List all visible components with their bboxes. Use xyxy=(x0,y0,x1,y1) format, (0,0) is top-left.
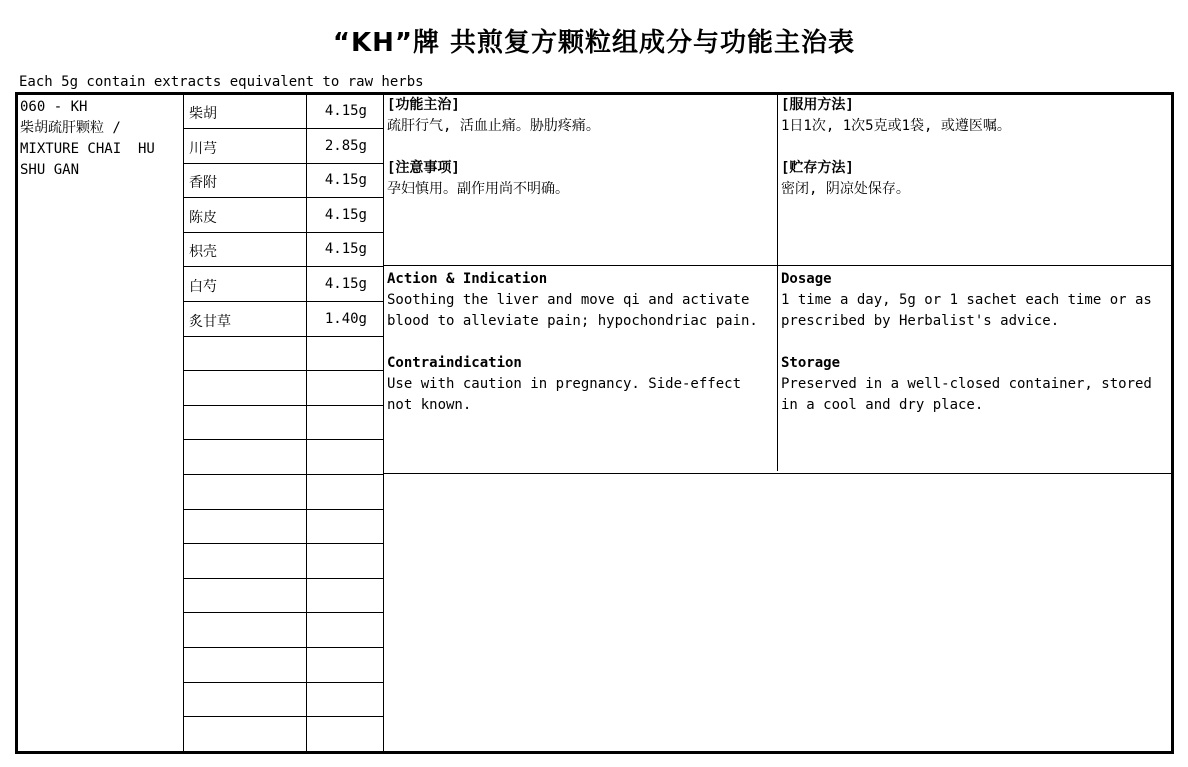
divider-herbs-info xyxy=(383,95,384,751)
en-storage-line: Preserved in a well-closed container, stored xyxy=(781,376,1152,392)
empty-herb-row xyxy=(184,718,383,752)
cn-action-text: 疏肝行气, 活血止痛。胁肋疼痛。 xyxy=(387,118,600,134)
herb-row xyxy=(184,130,383,164)
herb-name: 柴胡 xyxy=(189,106,217,122)
product-name-cn: 柴胡疏肝颗粒 / xyxy=(20,120,121,136)
herb-amount: 4.15g xyxy=(324,103,367,119)
product-code: 060 - KH xyxy=(20,99,88,115)
herb-row xyxy=(184,95,383,129)
cn-contra-section xyxy=(387,158,569,200)
cn-action-heading: [功能主治] xyxy=(387,97,460,113)
divider-cn-en xyxy=(383,265,1171,266)
cn-contra-text: 孕妇慎用。副作用尚不明确。 xyxy=(387,181,569,197)
empty-herb-row xyxy=(184,579,383,613)
herb-amount: 4.15g xyxy=(324,276,367,292)
en-action-line: blood to alleviate pain; hypochondriac pain. xyxy=(387,313,758,329)
en-dosage-line: prescribed by Herbalist's advice. xyxy=(781,313,1060,329)
en-storage-line: in a cool and dry place. xyxy=(781,397,984,413)
empty-herb-row xyxy=(184,372,383,406)
empty-herb-row xyxy=(184,337,383,371)
en-storage-section xyxy=(781,353,1152,416)
herb-name: 炙甘草 xyxy=(189,313,231,330)
en-dosage-section xyxy=(781,269,1152,332)
herb-name: 白芍 xyxy=(189,279,217,295)
herb-row xyxy=(184,164,383,198)
empty-herb-row xyxy=(184,683,383,717)
empty-herb-row xyxy=(184,649,383,683)
empty-herb-row xyxy=(184,614,383,648)
en-dosage-heading: Dosage xyxy=(781,271,832,287)
cn-action-section xyxy=(387,95,600,137)
empty-herb-row xyxy=(184,441,383,475)
formula-table xyxy=(15,92,1174,754)
en-contra-section xyxy=(387,353,741,416)
product-name-en: MIXTURE CHAI HU xyxy=(20,141,155,157)
herb-name: 川芎 xyxy=(189,140,217,157)
herb-row xyxy=(184,233,383,267)
herb-row xyxy=(184,268,383,302)
herb-name: 枳壳 xyxy=(189,244,217,261)
cn-storage-section xyxy=(781,158,910,200)
herb-amount: 2.85g xyxy=(324,137,367,154)
herb-amount: 4.15g xyxy=(324,206,367,223)
divider-info-columns xyxy=(777,95,778,471)
page-title: “KH”牌 共煎复方颗粒组成分与功能主治表 xyxy=(332,28,856,58)
en-contra-line: not known. xyxy=(387,397,472,413)
en-action-heading: Action & Indication xyxy=(387,271,548,287)
en-contra-heading: Contraindication xyxy=(387,355,522,371)
empty-herb-row xyxy=(184,545,383,579)
cn-dosage-section xyxy=(781,95,1011,137)
subtitle: Each 5g contain extracts equivalent to raw herbs xyxy=(19,74,424,90)
en-contra-line: Use with caution in pregnancy. Side-effect xyxy=(387,376,742,392)
en-action-section xyxy=(387,269,758,332)
herb-name: 陈皮 xyxy=(189,209,217,226)
cn-dosage-text: 1日1次, 1次5克或1袋, 或遵医嘱。 xyxy=(781,118,1011,134)
cn-storage-heading: [贮存方法] xyxy=(781,160,854,176)
cn-dosage-heading: [服用方法] xyxy=(781,97,854,113)
herb-name: 香附 xyxy=(189,175,217,192)
herb-row xyxy=(184,199,383,233)
herb-row xyxy=(184,303,383,337)
herb-amount: 4.15g xyxy=(324,241,367,258)
empty-herb-row xyxy=(184,476,383,510)
herb-amount: 4.15g xyxy=(324,172,367,189)
cn-storage-text: 密闭, 阴凉处保存。 xyxy=(781,181,910,197)
en-action-line: Soothing the liver and move qi and activate xyxy=(387,292,750,308)
empty-herb-row xyxy=(184,406,383,440)
empty-herb-row xyxy=(184,510,383,544)
product-cell xyxy=(20,97,180,181)
cn-contra-heading: [注意事项] xyxy=(387,160,460,176)
herb-amount: 1.40g xyxy=(324,310,367,327)
divider-info-bottom xyxy=(383,473,1171,474)
en-dosage-line: 1 time a day, 5g or 1 sachet each time or as xyxy=(781,292,1152,308)
en-storage-heading: Storage xyxy=(781,355,841,371)
product-name-en-cont: SHU GAN xyxy=(20,162,80,178)
